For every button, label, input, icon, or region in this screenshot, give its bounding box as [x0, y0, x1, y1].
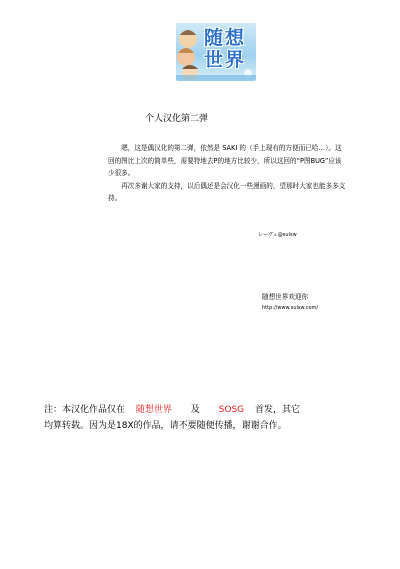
distribution-notice	[44, 402, 384, 434]
notice-site-1: 随想世界	[135, 405, 172, 415]
site-url: http://www.suisw.com/	[262, 305, 319, 311]
notice-prefix: 注：本汉化作品仅在	[44, 405, 126, 415]
notice-suffix: 首发，其它	[255, 405, 301, 415]
body-text	[108, 142, 348, 205]
logo-text: 随想世界	[204, 27, 247, 71]
welcome-text: 随想世界欢迎你	[262, 293, 309, 301]
page-title: 个人汉化第二弹	[145, 114, 209, 124]
notice-line-2: 均算转载。因为是18X的作品，请不要随便传播，谢谢合作。	[44, 421, 287, 431]
notice-line-1	[44, 402, 384, 418]
translator-signature: レーヴェ@suisw	[258, 232, 297, 238]
site-logo	[176, 23, 256, 81]
paragraph-2: 再次多谢大家的支持，以后偶还是会汉化一些漫画的，望那时大家也能多多支持。	[108, 181, 346, 203]
notice-conjunction: 及	[190, 405, 200, 415]
notice-site-2: SOSG	[218, 405, 245, 415]
paragraph-1: 嗯，这是偶汉化的第二弹，依然是 SAKI 的（手上现有的方便而已哈…）。这回的图比上次的简单些，需要特地去P的地方比较少，所以这回的“P图BUG”应该少很多。	[108, 144, 342, 178]
